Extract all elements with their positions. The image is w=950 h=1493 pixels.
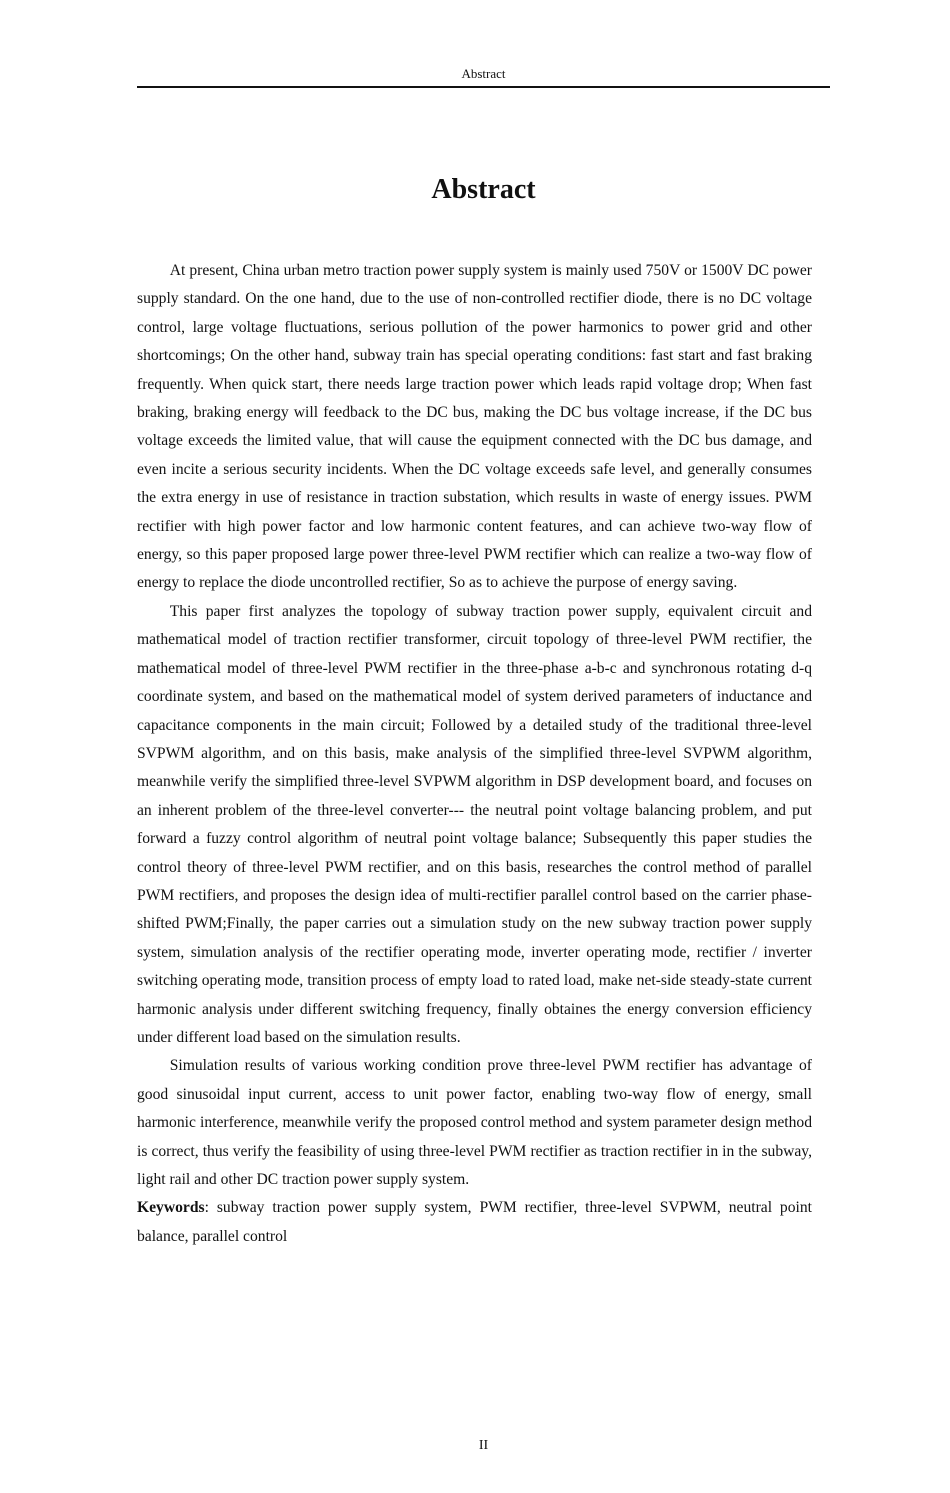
- page-number: II: [478, 1438, 489, 1453]
- abstract-body: [137, 257, 812, 1251]
- abstract-paragraph-2: This paper first analyzes the topology of subway traction power supply, equivalent circuit and mathematical model of traction rectifier transformer, circuit topology of three-level PWM rectifier, the mathematical model of three-level PWM rectifier in the three-phase a-b-c and synchronous rotating d-q coordinate system, and based on the mathematical model of system derived parameters of inductance and capacitance components in the main circuit; Followed by a detailed study of the traditional three-level SVPWM algorithm, and on this basis, make analysis of the simplified three-level SVPWM algorithm, meanwhile verify the simplified three-level SVPWM algorithm in DSP development board, and focuses on an inherent problem of the three-level converter--- the neutral point voltage balancing problem, and put forward a fuzzy control algorithm of neutral point voltage balance; Subsequently this paper studies the control theory of three-level PWM rectifier, and on this basis, researches the control method of parallel PWM rectifiers, and proposes the design idea of multi-rectifier parallel control based on the carrier phase-shifted PWM;Finally, the paper carries out a simulation study on the new subway traction power supply system, simulation analysis of the rectifier operating mode, inverter operating mode, rectifier / inverter switching operating mode, transition process of empty load to rated load, make net-side steady-state current harmonic analysis under different switching frequency, finally obtaines the energy conversion efficiency under different load based on the simulation results.: [137, 602, 812, 1046]
- abstract-paragraph-3: Simulation results of various working condition prove three-level PWM rectifier has advantage of good sinusoidal input current, access to unit power factor, enabling two-way flow of energy, small harmonic interference, meanwhile verify the proposed control method and system parameter design method is correct, thus verify the feasibility of using three-level PWM rectifier as traction rectifier in in the subway, light rail and other DC traction power supply system.: [137, 1057, 812, 1188]
- page-title: Abstract: [431, 174, 536, 205]
- keywords-label: Keywords: [137, 1199, 205, 1217]
- keywords-separator: :: [204, 1199, 217, 1217]
- running-header: Abstract: [137, 66, 830, 88]
- keywords-line: [137, 1194, 812, 1251]
- keywords-text: subway traction power supply system, PWM rectifier, three-level SVPWM, neutral point balance, parallel control: [137, 1199, 812, 1245]
- abstract-paragraph-1: At present, China urban metro traction power supply system is mainly used 750V or 1500V DC power supply standard. On the one hand, due to the use of non-controlled rectifier diode, there is no DC voltage control, large voltage fluctuations, serious pollution of the power harmonics to power grid and other shortcomings; On the other hand, subway train has special operating conditions: fast start and fast braking frequently. When quick start, there needs large traction power which leads rapid voltage drop; When fast braking, braking energy will feedback to the DC bus, making the DC bus voltage increase, if the DC bus voltage exceeds the limited value, that will cause the equipment connected with the DC bus damage, and even incite a serious security incidents. When the DC voltage exceeds safe level, and generally consumes the extra energy in use of resistance in traction substation, which results in waste of energy issues. PWM rectifier with high power factor and low harmonic content features, and can achieve two-way flow of energy, so this paper proposed large power three-level PWM rectifier which can realize a two-way flow of energy to replace the diode uncontrolled rectifier, So as to achieve the purpose of energy saving.: [137, 262, 812, 592]
